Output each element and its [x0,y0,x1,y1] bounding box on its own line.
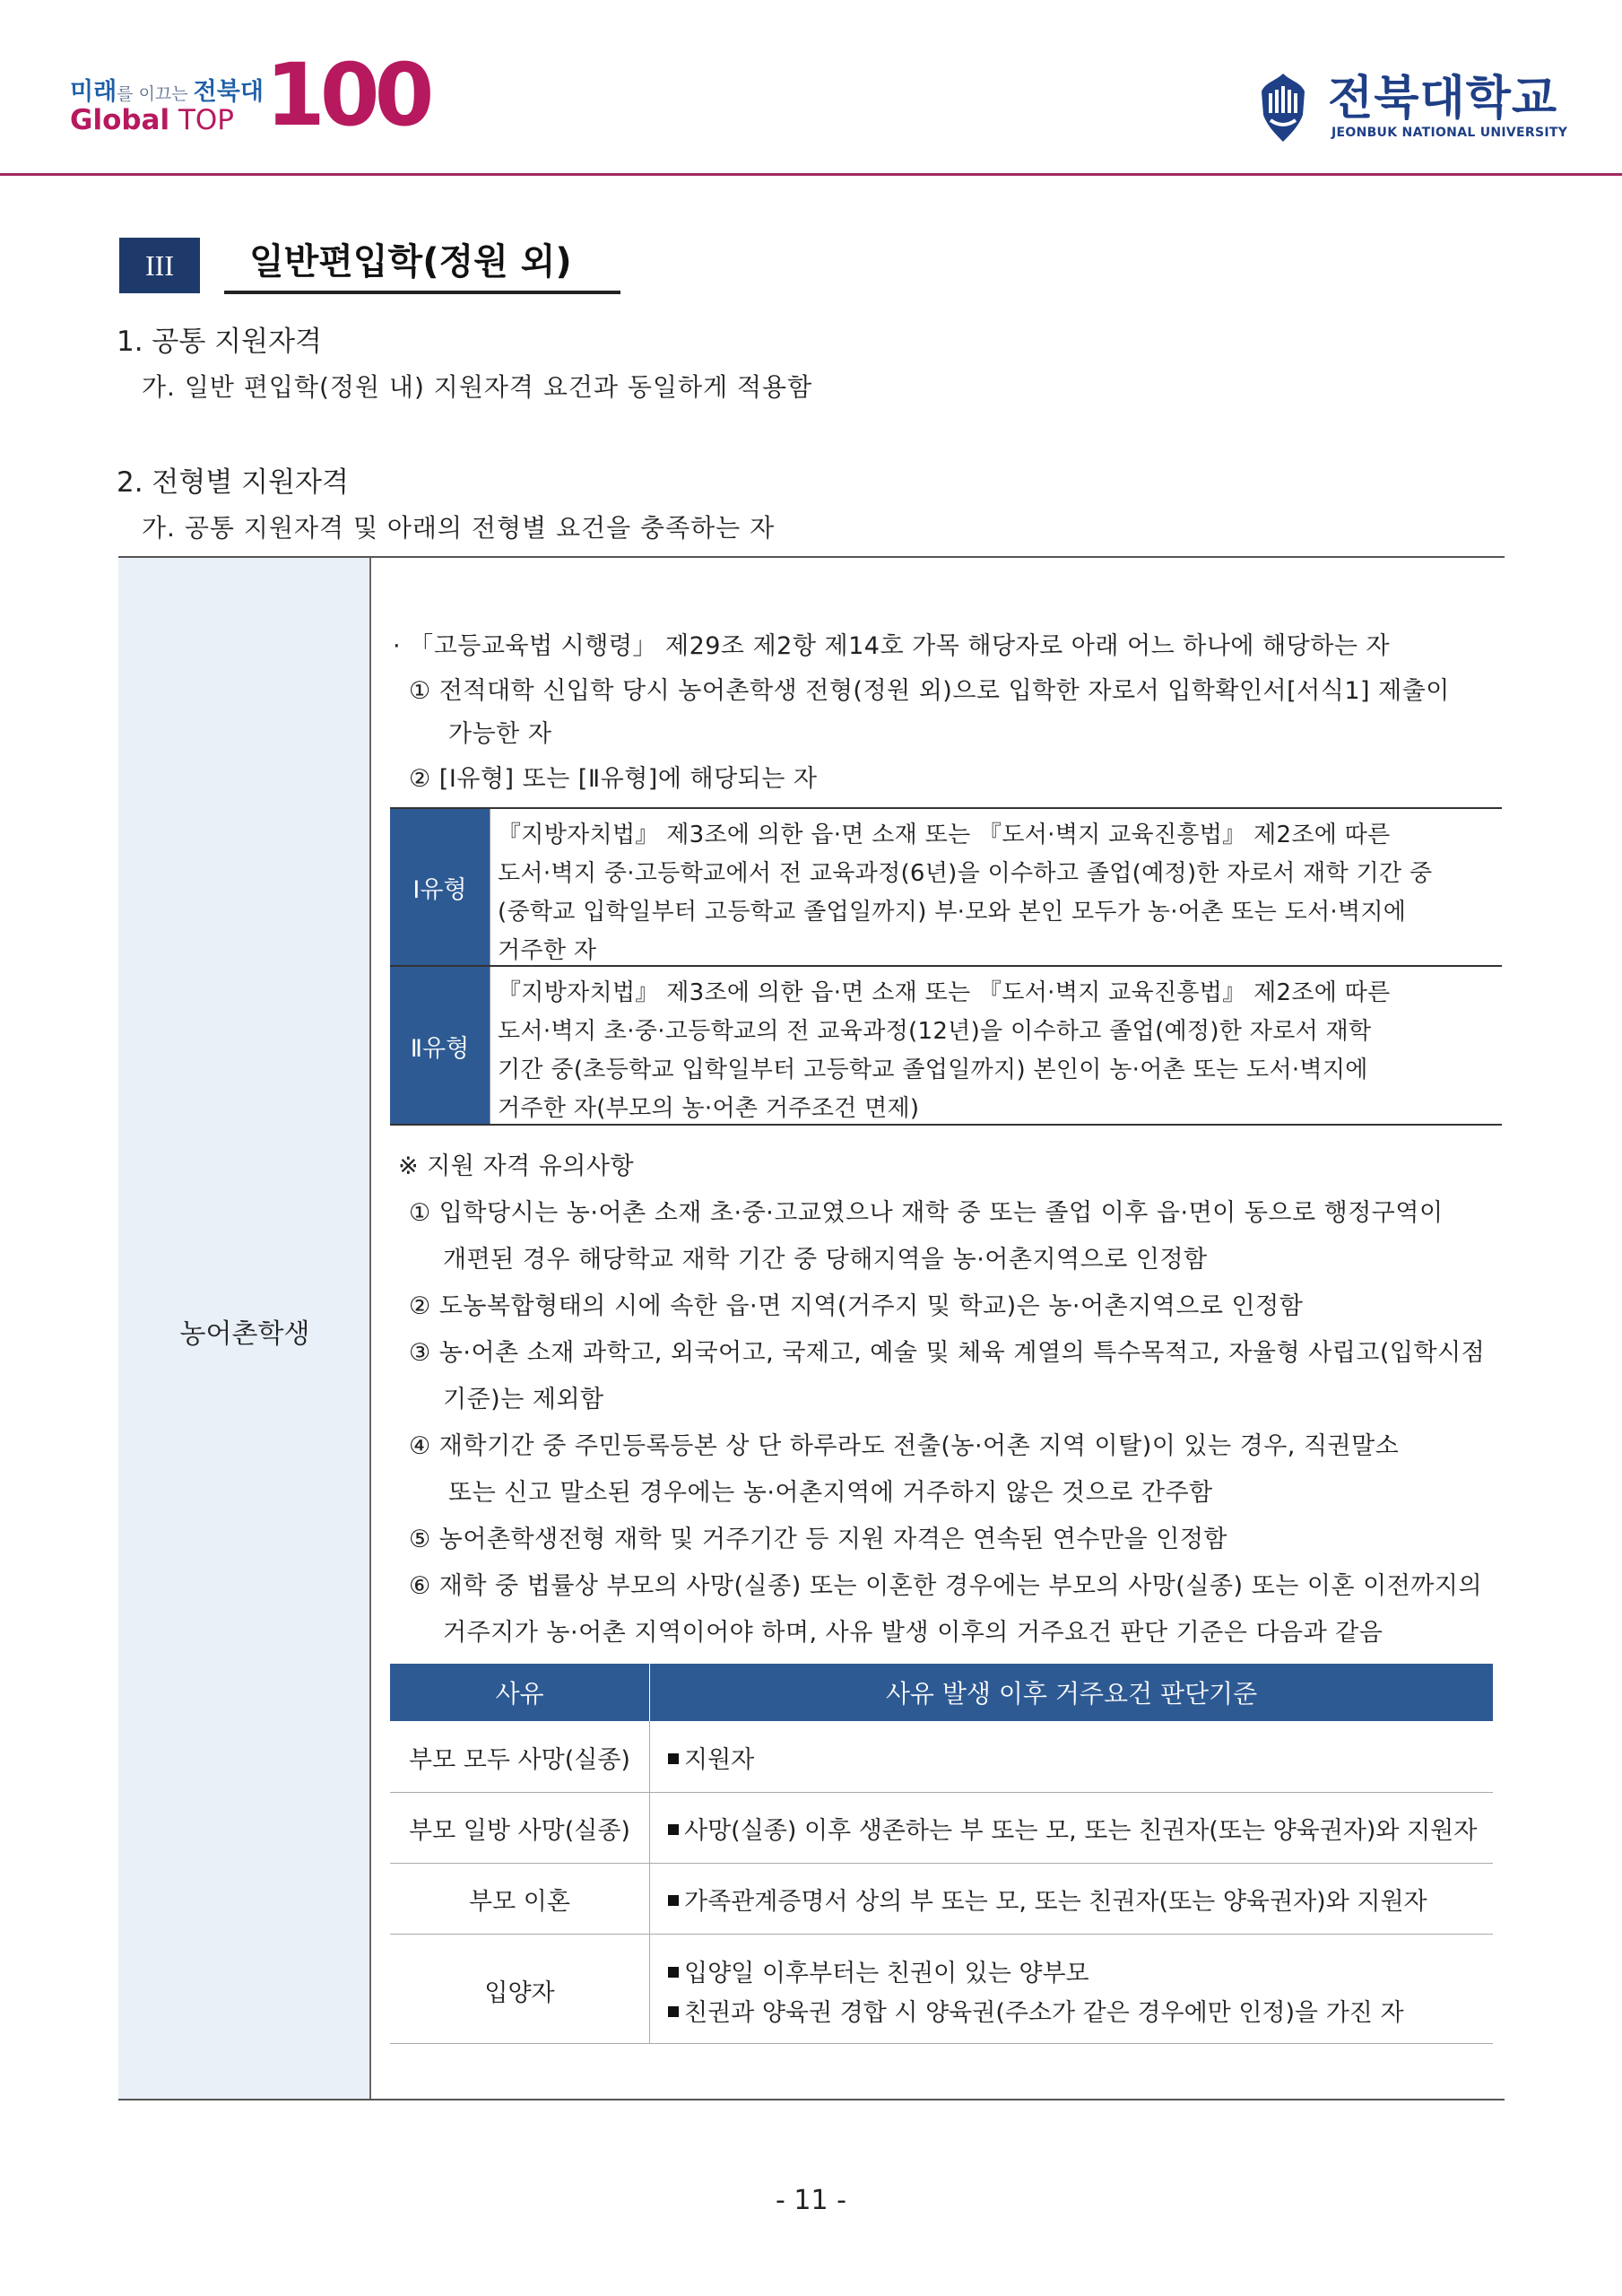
university-name-kr: 전북대학교 [1328,72,1558,126]
reason-cell: 부모 이혼 [469,1888,570,1916]
type2-line: 『지방자치법』 제3조에 의한 읍·면 소재 또는 『도서·벽지 교육진흥법』 제2조에 따른 [498,979,1391,1006]
table-bottom-border [118,2099,1505,2100]
university-logo [1260,72,1568,144]
type1-row [390,807,1502,965]
section-title: 일반편입학(정원 외) [224,235,620,294]
category-cell [118,558,371,2099]
global-top-100-logo [70,45,429,145]
university-name-en: JEONBUK NATIONAL UNIVERSITY [1331,126,1568,140]
reason-cell: 입양자 [484,1979,555,2007]
criteria-text: 지원자 [684,1746,755,1774]
category-label: 농어촌학생 [179,1318,310,1350]
note-line: 기준)는 제외함 [443,1386,604,1413]
type-table-bottom-border [390,1124,1502,1126]
note-line: ⑥ 재학 중 법률상 부모의 사망(실종) 또는 이혼한 경우에는 부모의 사망(실종) 또는 이혼 이전까지의 [409,1572,1483,1600]
note-line: ② 도농복합형태의 시에 속한 읍·면 지역(거주지 및 학교)은 농·어촌지역으로 인정함 [409,1292,1304,1320]
type1-label: Ⅰ유형 [390,809,490,965]
note-line: ④ 재학기간 중 주민등록등본 상 단 하루라도 전출(농·어촌 지역 이탈)이 있는 경우, 직권말소 [409,1432,1400,1460]
logo-slogan [70,72,264,107]
square-bullet-icon [668,1967,679,1978]
reason-table-column-divider [649,1721,650,2044]
heading-common-qualification: 1. 공통 지원자격 [117,326,322,358]
criteria-text: 가족관계증명서 상의 부 또는 모, 또는 친권자(또는 양육권자)와 지원자 [684,1888,1427,1916]
type1-line: 거주한 자 [498,937,597,964]
notes-title: ※ 지원 자격 유의사항 [398,1152,635,1180]
criteria-cell [668,1993,1404,2028]
type1-line: (중학교 입학일부터 고등학교 졸업일까지) 부·모와 본인 모두가 농·어촌 또는 도서·벽지에 [498,899,1407,926]
reason-row-divider [390,1792,1493,1793]
note-line: ③ 농·어촌 소재 과학고, 외국어고, 국제고, 예술 및 체육 계열의 특수목적고, 자율형 사립고(입학시점 [409,1339,1486,1367]
reason-table-bottom-border [390,2043,1493,2044]
type2-label: Ⅱ유형 [390,967,490,1125]
criteria-cell [668,1882,1427,1917]
logo-top-text: TOP [169,104,234,136]
page-header [0,0,1622,179]
reason-row-divider [390,1934,1493,1935]
intro-line: ② [Ⅰ유형] 또는 [Ⅱ유형]에 해당되는 자 [409,765,818,793]
logo-slogan-part2: 를 이끄는 [117,84,194,104]
square-bullet-icon [668,2006,679,2017]
logo-100: 100 [265,45,429,145]
square-bullet-icon [668,1895,679,1906]
type2-line: 기간 중(초등학교 입학일부터 고등학교 졸업일까지) 본인이 농·어촌 또는 도서·벽지에 [498,1057,1368,1083]
note-line: ⑤ 농어촌학생전형 재학 및 거주기간 등 지원 자격은 연속된 연수만을 인정함 [409,1526,1227,1553]
common-qualification-text: 가. 일반 편입학(정원 내) 지원자격 요건과 동일하게 적용함 [142,372,813,402]
type1-line: 『지방자치법』 제3조에 의한 읍·면 소재 또는 『도서·벽지 교육진흥법』 제2조에 따른 [498,822,1391,848]
type2-row [390,965,1502,1125]
reason-table-header-criteria: 사유 발생 이후 거주요건 판단기준 [650,1664,1493,1721]
criteria-cell [668,1953,1089,1988]
criteria-text: 입양일 이후부터는 친권이 있는 양부모 [684,1960,1089,1987]
logo-global-top [70,104,234,136]
note-line: 거주지가 농·어촌 지역이어야 하며, 사유 발생 이후의 거주요건 판단 기준은 다음과 같음 [443,1619,1383,1647]
page-number: - 11 - [776,2185,846,2216]
reason-table-header-reason: 사유 [390,1664,649,1721]
university-emblem-icon [1260,72,1306,144]
criteria-text: 친권과 양육권 경합 시 양육권(주소가 같은 경우에만 인정)을 가진 자 [684,1999,1404,2027]
type2-line: 도서·벽지 초·중·고등학교의 전 교육과정(12년)을 이수하고 졸업(예정)한 자로서 재학 [498,1018,1372,1045]
admission-qualification-text: 가. 공통 지원자격 및 아래의 전형별 요건을 충족하는 자 [142,513,776,543]
logo-slogan-part1: 미래 [70,78,117,106]
intro-line: · 「고등교육법 시행령」 제29조 제2항 제14호 가목 해당자로 아래 어느 하나에 해당하는 자 [393,632,1391,660]
section-number-badge: III [119,238,200,293]
note-line: 또는 신고 말소된 경우에는 농·어촌지역에 거주하지 않은 것으로 간주함 [448,1479,1213,1507]
criteria-cell [668,1811,1477,1846]
intro-line: 가능한 자 [448,720,552,748]
type2-line: 거주한 자(부모의 농·어촌 거주조건 면제) [498,1095,920,1122]
reason-row-divider [390,1863,1493,1864]
logo-global-text: Global [70,104,170,136]
reason-cell: 부모 일방 사망(실종) [409,1817,630,1845]
intro-line: ① 전적대학 신입학 당시 농어촌학생 전형(정원 외)으로 입학한 자로서 입학확인서[서식1] 제출이 [409,677,1450,705]
square-bullet-icon [668,1753,679,1764]
type1-line: 도서·벽지 중·고등학교에서 전 교육과정(6년)을 이수하고 졸업(예정)한 자로서 재학 기간 중 [498,860,1433,887]
criteria-text: 사망(실종) 이후 생존하는 부 또는 모, 또는 친권자(또는 양육권자)와 지원자 [684,1817,1478,1845]
logo-slogan-part3: 전북대 [193,78,264,106]
note-line: ① 입학당시는 농·어촌 소재 초·중·고교였으나 재학 중 또는 졸업 이후 읍·면이 동으로 행정구역이 [409,1199,1444,1227]
note-line: 개편된 경우 해당학교 재학 기간 중 당해지역을 농·어촌지역으로 인정함 [443,1246,1208,1274]
heading-admission-qualification: 2. 전형별 지원자격 [117,466,349,499]
square-bullet-icon [668,1824,679,1835]
reason-cell: 부모 모두 사망(실종) [409,1746,630,1774]
criteria-cell [668,1740,754,1775]
header-divider [0,173,1622,176]
